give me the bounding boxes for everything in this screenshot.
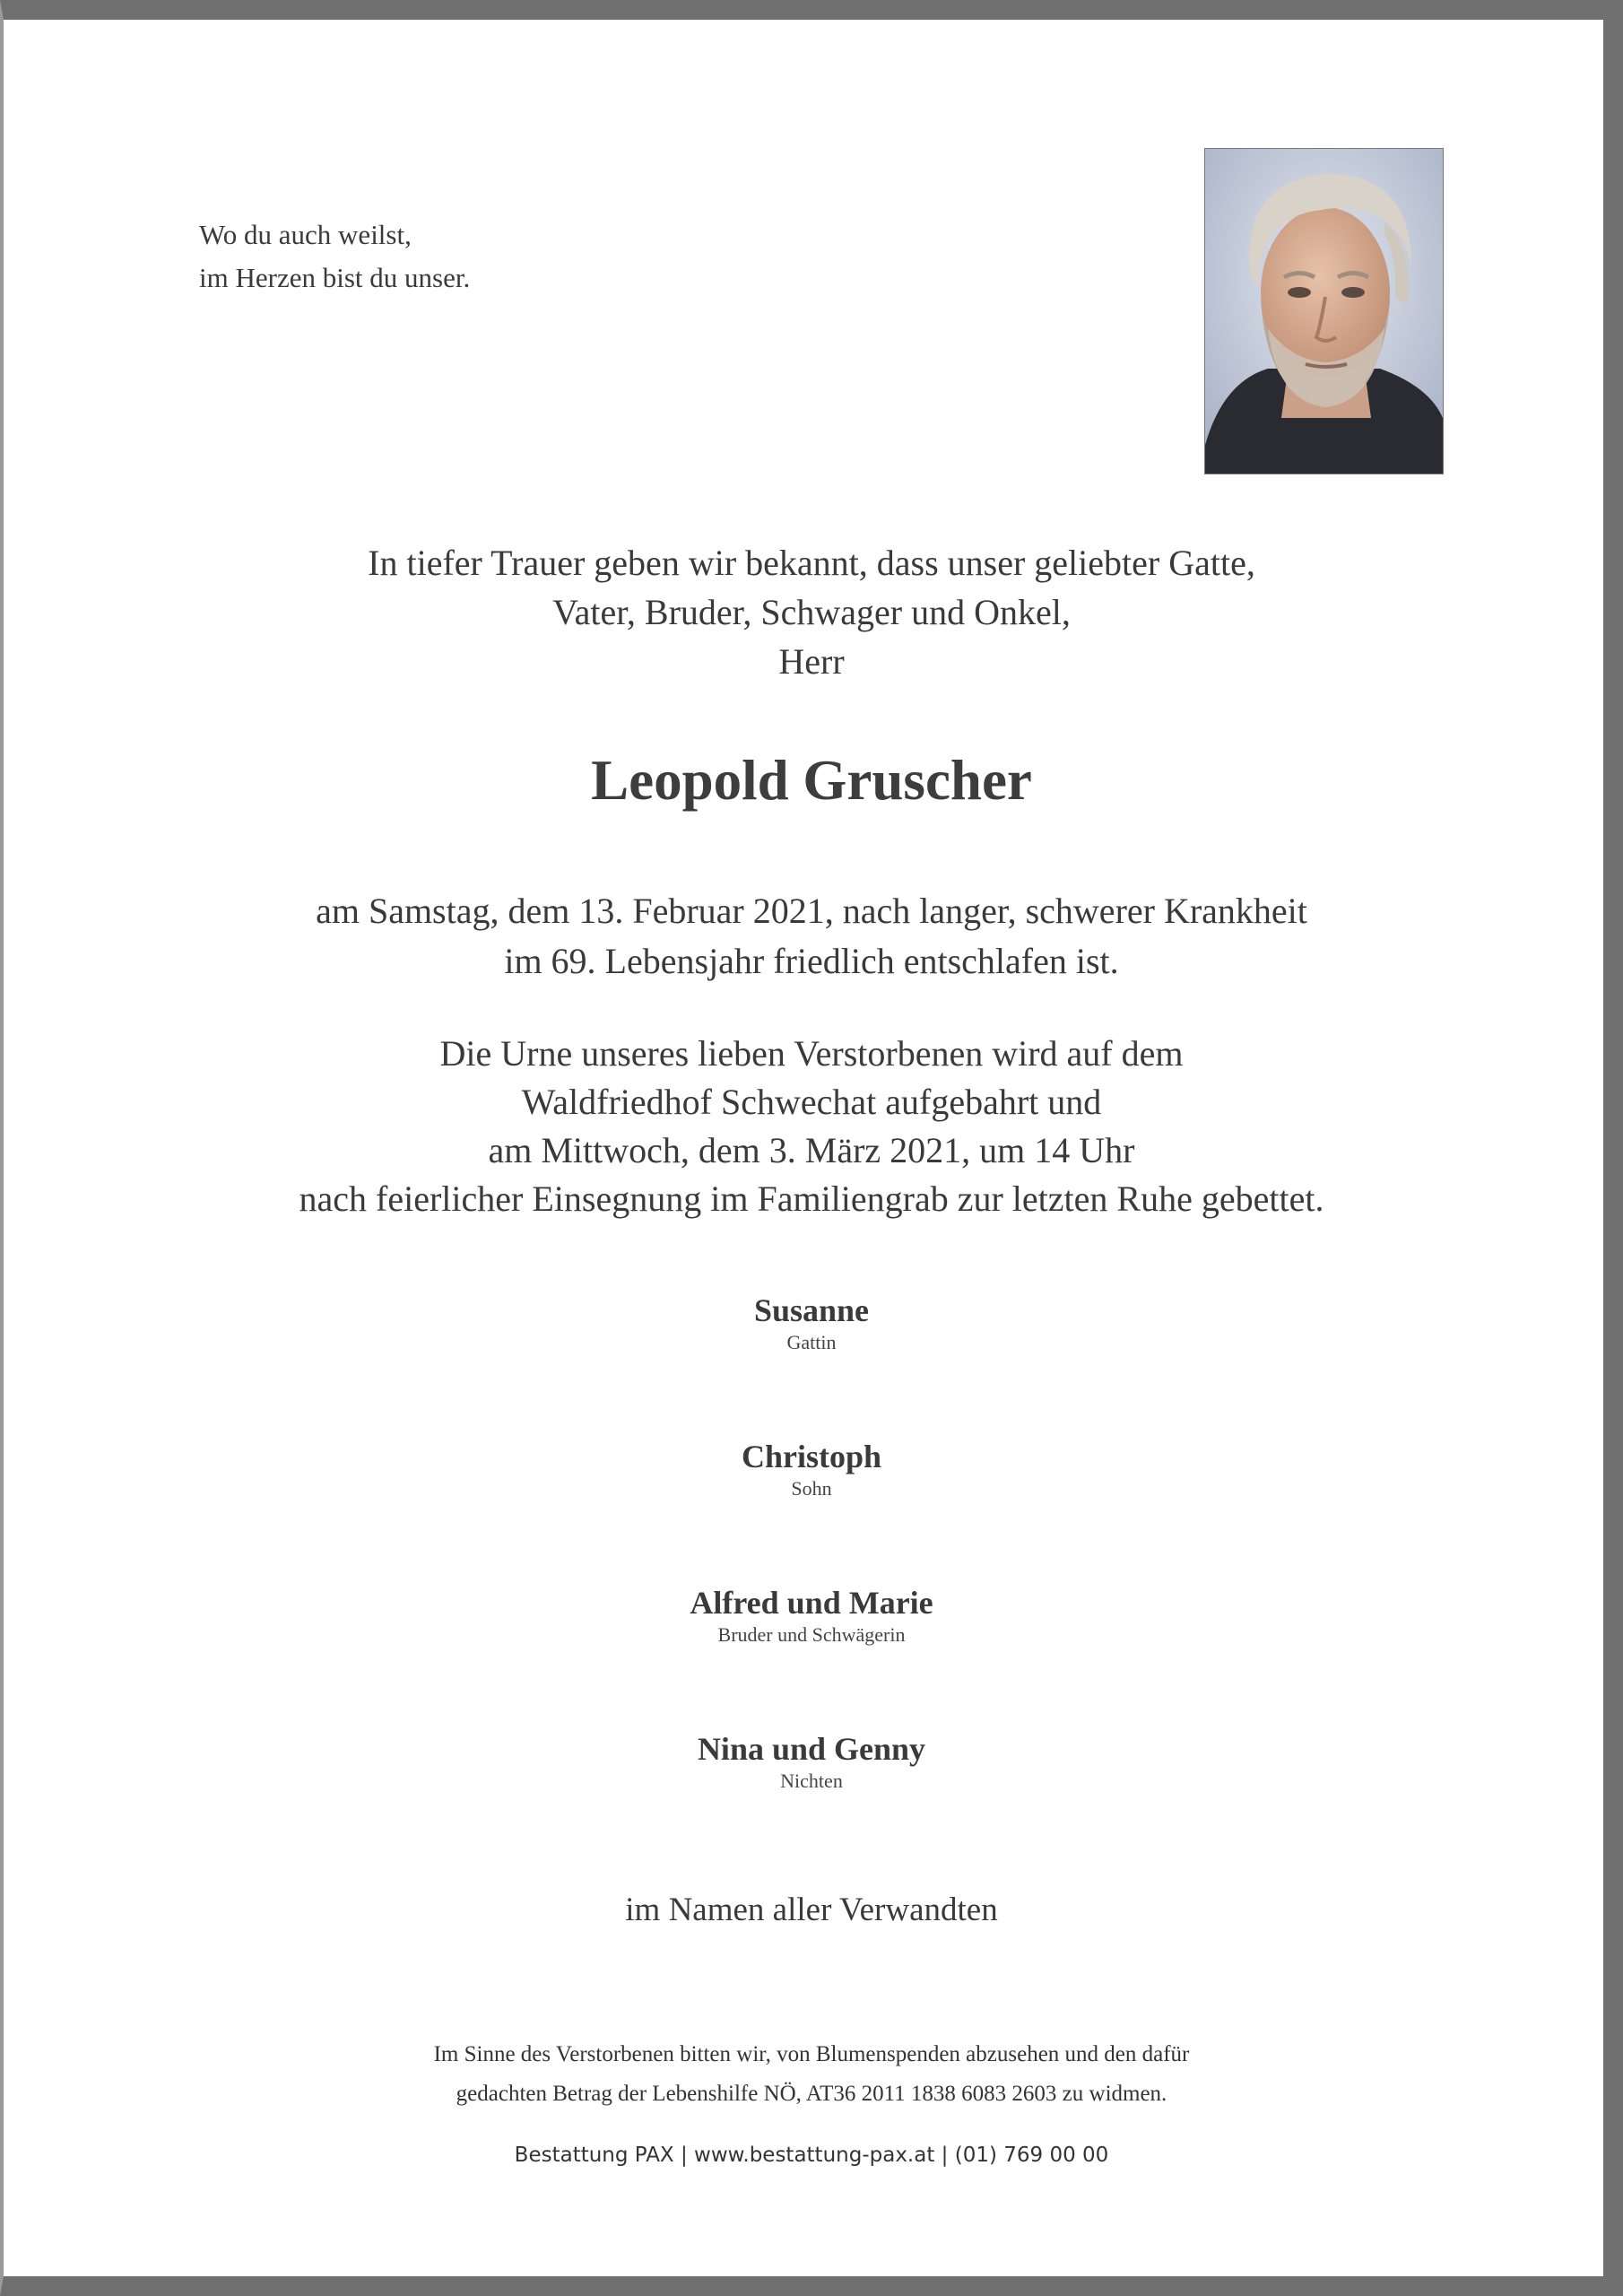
closing-line: im Namen aller Verwandten	[625, 1892, 998, 1928]
donation-request	[0, 2035, 1623, 2114]
intro-line: Vater, Bruder, Schwager und Onkel,	[552, 592, 1071, 632]
funeral-notice	[0, 1030, 1623, 1223]
funeral-line: nach feierlicher Einsegnung im Familiengrab zur letzten Ruhe gebettet.	[299, 1178, 1324, 1219]
mourner	[0, 1438, 1623, 1584]
announcement-intro	[0, 538, 1623, 686]
donation-line: Im Sinne des Verstorbenen bitten wir, von Blumenspenden abzusehen und den dafür	[433, 2042, 1190, 2066]
mourner-relation: Bruder und Schwägerin	[717, 1623, 906, 1646]
mourner-relation: Nichten	[780, 1770, 843, 1792]
portrait-icon	[1205, 149, 1443, 474]
mourner-name: Alfred und Marie	[690, 1585, 933, 1621]
death-notice	[0, 886, 1623, 987]
intro-line: Herr	[778, 641, 845, 682]
motto	[199, 213, 470, 300]
mourner-name: Nina und Genny	[697, 1731, 926, 1767]
mourner	[0, 1730, 1623, 1876]
mourner-name: Susanne	[753, 1292, 870, 1328]
portrait-photo	[1204, 148, 1444, 474]
motto-line: im Herzen bist du unser.	[199, 262, 471, 293]
motto-line: Wo du auch weilst,	[199, 219, 412, 250]
donation-line: gedachten Betrag der Lebenshilfe NÖ, AT36 2011 1838 6083 2603 zu widmen.	[456, 2082, 1167, 2106]
death-line: am Samstag, dem 13. Februar 2021, nach langer, schwerer Krankheit	[316, 891, 1307, 931]
mourner	[0, 1292, 1623, 1438]
deceased-name: Leopold Gruscher	[591, 749, 1032, 812]
footer-contact: Bestattung PAX | www.bestattung-pax.at | (01) 769 00 00	[514, 2144, 1109, 2167]
mourner-relation: Sohn	[791, 1477, 832, 1500]
intro-line: In tiefer Trauer geben wir bekannt, dass unser geliebter Gatte,	[368, 543, 1255, 583]
mourner-name: Christoph	[741, 1439, 882, 1474]
funeral-line: Die Urne unseres lieben Verstorbenen wird auf dem	[439, 1033, 1184, 1074]
death-line: im 69. Lebensjahr friedlich entschlafen ist.	[504, 941, 1119, 981]
mourner	[0, 1584, 1623, 1730]
mourners-list	[0, 1292, 1623, 1876]
funeral-line: Waldfriedhof Schwechat aufgebahrt und	[521, 1082, 1102, 1122]
funeral-line: am Mittwoch, dem 3. März 2021, um 14 Uhr	[488, 1130, 1135, 1170]
mourner-relation: Gattin	[786, 1331, 837, 1353]
